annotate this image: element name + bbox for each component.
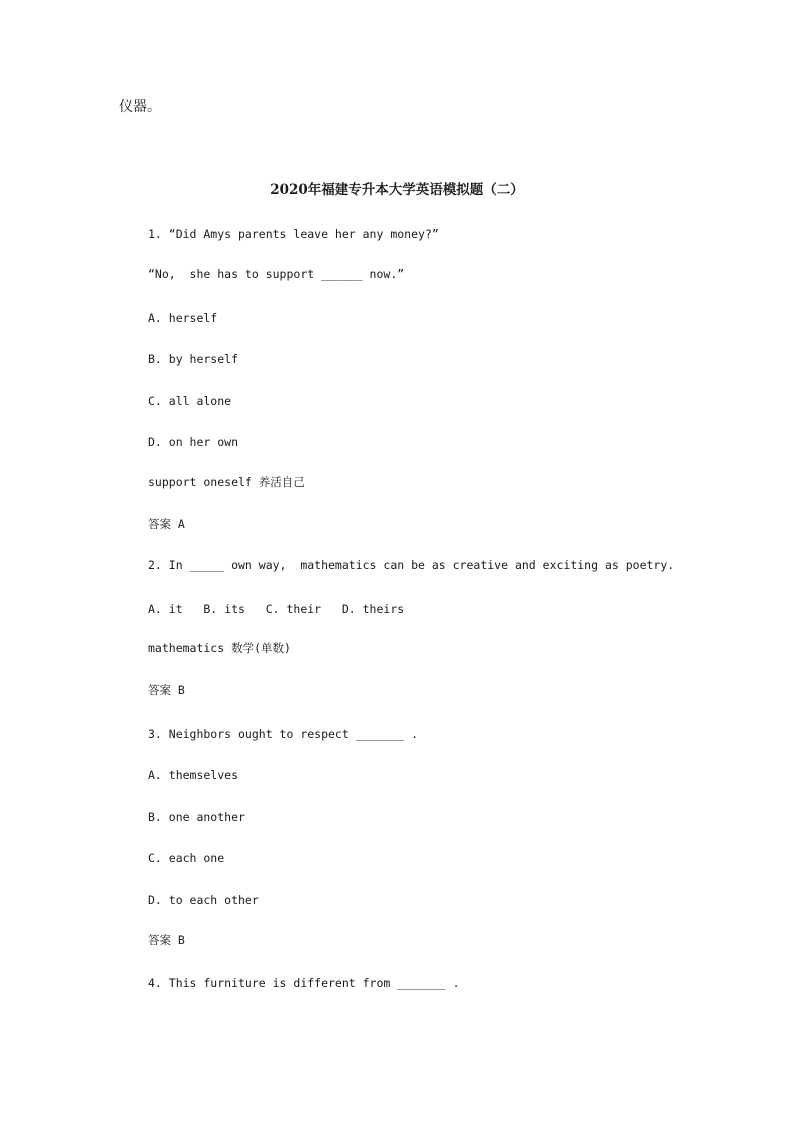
question-2-note: mathematics 数学(单数) (148, 641, 291, 655)
question-3-option-d: D. to each other (148, 893, 259, 907)
question-2-answer: 答案 B (148, 683, 185, 697)
question-4-stem: 4. This furniture is different from _______ . (148, 976, 460, 990)
question-3-answer: 答案 B (148, 933, 185, 947)
question-1-option-a: A. herself (148, 311, 218, 325)
question-1-answer: 答案 A (148, 517, 185, 531)
previous-page-fragment: 仪器。 (119, 99, 161, 115)
page-title: 2020年福建专升本大学英语模拟题（二） (270, 182, 524, 198)
question-3-stem: 3. Neighbors ought to respect _______ . (148, 727, 419, 741)
question-3-option-b: B. one another (148, 810, 245, 824)
question-1-note: support oneself 养活自己 (148, 475, 305, 489)
question-2-stem: 2. In _____ own way, mathematics can be as creative and exciting as poetry. (148, 558, 675, 572)
question-1-option-d: D. on her own (148, 435, 239, 449)
question-3-option-c: C. each one (148, 851, 225, 865)
question-1-option-c: C. all alone (148, 394, 232, 408)
question-1-reply: “No, she has to support ______ now.” (148, 267, 405, 281)
question-2-options: A. it B. its C. their D. theirs (148, 602, 405, 616)
question-1-stem: 1. “Did Amys parents leave her any money?” (148, 227, 439, 241)
question-1-option-b: B. by herself (148, 352, 239, 366)
question-3-option-a: A. themselves (148, 768, 239, 782)
